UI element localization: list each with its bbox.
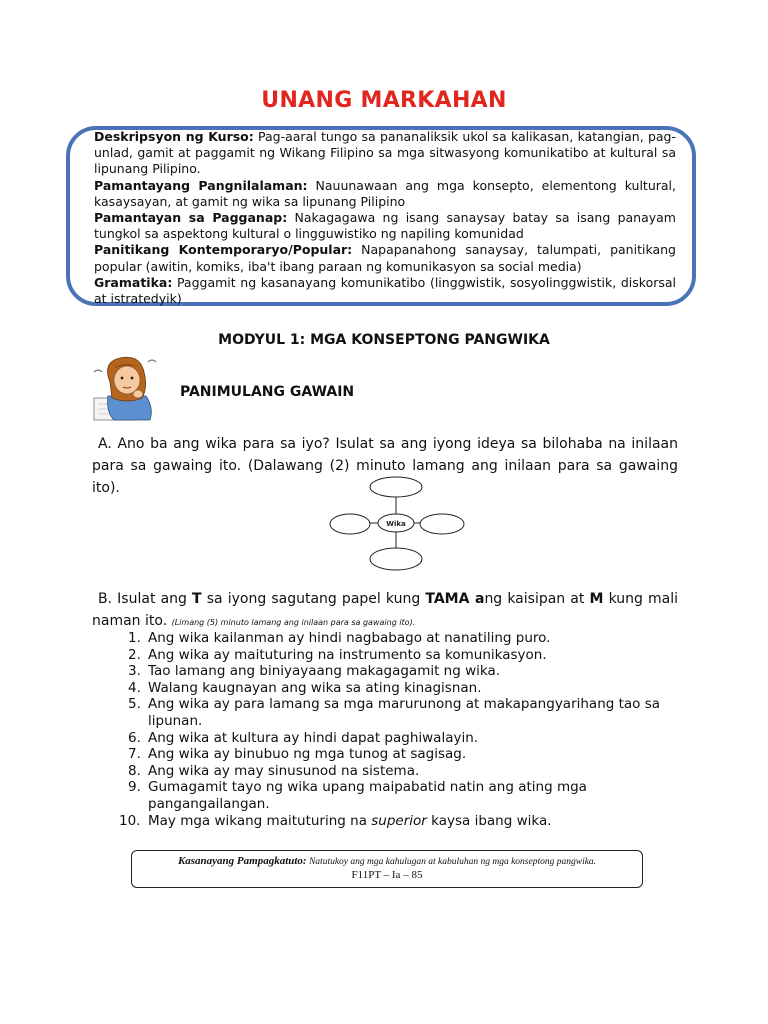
part-b-true-letter: T xyxy=(192,591,202,607)
activity-title: PANIMULANG GAWAIN xyxy=(180,384,355,400)
statement-list xyxy=(119,630,688,829)
competency-text: Natutukoy ang mga kahulugan at kabuluhan ng mga konseptong pangwika. xyxy=(306,857,597,867)
web-oval-bottom[interactable] xyxy=(370,548,422,570)
list-item-number: 10. xyxy=(119,812,141,829)
performance-standard-text: Nakagagawa ng isang sanaysay batay sa isang panayam tungkol sa aspektong kultural o lingguwistiko ng napiling komunidad xyxy=(94,210,676,242)
learning-competency-box xyxy=(131,850,643,888)
web-center-label: Wika xyxy=(386,520,406,528)
word-web-diagram xyxy=(326,476,466,578)
course-description xyxy=(94,129,676,307)
part-b-text-1: B. Isulat ang xyxy=(98,591,193,607)
part-b-time-note: (Limang (5) minuto lamang ang inilaan para sa gawaing ito). xyxy=(171,618,416,627)
module-title: MODYUL 1: MGA KONSEPTONG PANGWIKA xyxy=(218,332,550,348)
web-oval-top[interactable] xyxy=(370,477,422,497)
grammar-paragraph xyxy=(94,275,676,307)
list-item xyxy=(128,696,688,729)
list-item-text xyxy=(142,813,688,830)
list-item xyxy=(128,663,688,680)
part-b-text-3: ng kaisipan at xyxy=(484,591,590,607)
statement-10-emphasis: superior xyxy=(371,812,427,829)
content-standard-label: Pamantayang Pangnilalaman: xyxy=(94,177,308,193)
part-b-text xyxy=(92,588,678,634)
performance-standard-label: Pamantayan sa Pagganap: xyxy=(94,210,288,226)
page-title: UNANG MARKAHAN xyxy=(261,88,507,113)
list-item-text: Gumagamit tayo ng wika upang maipabatid natin ang ating mga pangangailangan. xyxy=(148,779,587,812)
list-item xyxy=(128,763,688,780)
list-item-number: 6. xyxy=(128,729,141,746)
thinking-girl-illustration xyxy=(92,352,158,422)
content-standard-text: Nauunawaan ang mga konsepto, elementong kultural, kasaysayan, at gamit ng wika sa lipunang Pilipino xyxy=(94,177,677,209)
list-item-number: 4. xyxy=(128,679,141,696)
part-b-tama: TAMA a xyxy=(425,591,485,607)
list-item-text: Ang wika ay binubuo ng mga tunog at sagisag. xyxy=(148,746,467,763)
performance-standard-paragraph xyxy=(94,210,676,242)
part-b-false-letter: M xyxy=(589,591,604,607)
list-item xyxy=(128,730,688,747)
list-item-text: Walang kaugnayan ang wika sa ating kinagisnan. xyxy=(148,679,482,696)
list-item-text: Ang wika ay may sinusunod na sistema. xyxy=(148,762,420,779)
competency-code: F11PT – Ia – 85 xyxy=(351,869,423,881)
list-item xyxy=(128,779,688,812)
list-item xyxy=(128,746,688,763)
list-item-number: 1. xyxy=(128,630,141,646)
course-description-paragraph xyxy=(94,129,676,178)
list-item-text: Tao lamang ang biniyayaang makagagamit ng wika. xyxy=(148,663,501,680)
part-b-text-2: sa iyong sagutang papel kung xyxy=(201,591,426,607)
statement-10-text-b: kaysa ibang wika. xyxy=(426,812,552,829)
part-a-text: A. Ano ba ang wika para sa iyo? Isulat sa ang iyong ideya sa bilohaba na inilaan para sa gawaing ito. (Dalawang (2) minuto lamang ang inilaan para sa gawaing ito). xyxy=(92,436,678,496)
part-b-text-4: kung mali naman ito. xyxy=(92,591,678,629)
content-standard-paragraph xyxy=(94,178,676,210)
list-item-number: 3. xyxy=(128,663,141,680)
list-item-text: Ang wika kailanman ay hindi nagbabago at nanatiling puro. xyxy=(148,630,551,646)
list-item-number: 9. xyxy=(128,779,141,796)
literature-paragraph xyxy=(94,242,676,274)
course-description-text: Pag-aaral tungo sa pananaliksik ukol sa kalikasan, katangian, pag-unlad, gamit at paggamit ng Wikang Filipino sa mga sitwasyong komunikatibo at kultural sa lipunang Pilipino. xyxy=(94,129,676,177)
literature-text: Napapanahong sanaysay, talumpati, panitikang popular (awitin, komiks, iba't ibang paraan ng komunikasyon sa social media) xyxy=(94,242,676,274)
statement-10-text-a: May mga wikang maituturing na xyxy=(148,812,372,829)
competency-label: Kasanayang Pampagkatuto: xyxy=(177,855,307,867)
list-item-text: Ang wika ay para lamang sa mga marurunong at makapangyarihang tao sa lipunan. xyxy=(148,696,661,729)
part-b-instructions xyxy=(92,588,678,634)
literature-label: Panitikang Kontemporaryo/Popular: xyxy=(94,242,353,258)
list-item xyxy=(128,647,688,664)
web-oval-right[interactable] xyxy=(420,514,464,534)
grammar-text: Paggamit ng kasanayang komunikatibo (linggwistik, sosyolinggwistik, diskorsal at istratedyik) xyxy=(94,274,676,307)
list-item xyxy=(128,680,688,697)
list-item-number: 2. xyxy=(128,646,141,663)
competency-line xyxy=(132,855,642,869)
course-description-label: Deskripsyon ng Kurso: xyxy=(94,129,254,144)
list-item-number: 7. xyxy=(128,746,141,763)
list-item-text: Ang wika at kultura ay hindi dapat paghiwalayin. xyxy=(148,729,479,746)
grammar-label: Gramatika: xyxy=(94,274,173,290)
list-item xyxy=(119,813,688,830)
web-oval-left[interactable] xyxy=(330,514,370,534)
list-item xyxy=(128,630,688,647)
list-item-number: 5. xyxy=(128,696,141,713)
list-item-text: Ang wika ay maituturing na instrumento sa komunikasyon. xyxy=(148,646,547,663)
list-item-number: 8. xyxy=(128,762,141,779)
